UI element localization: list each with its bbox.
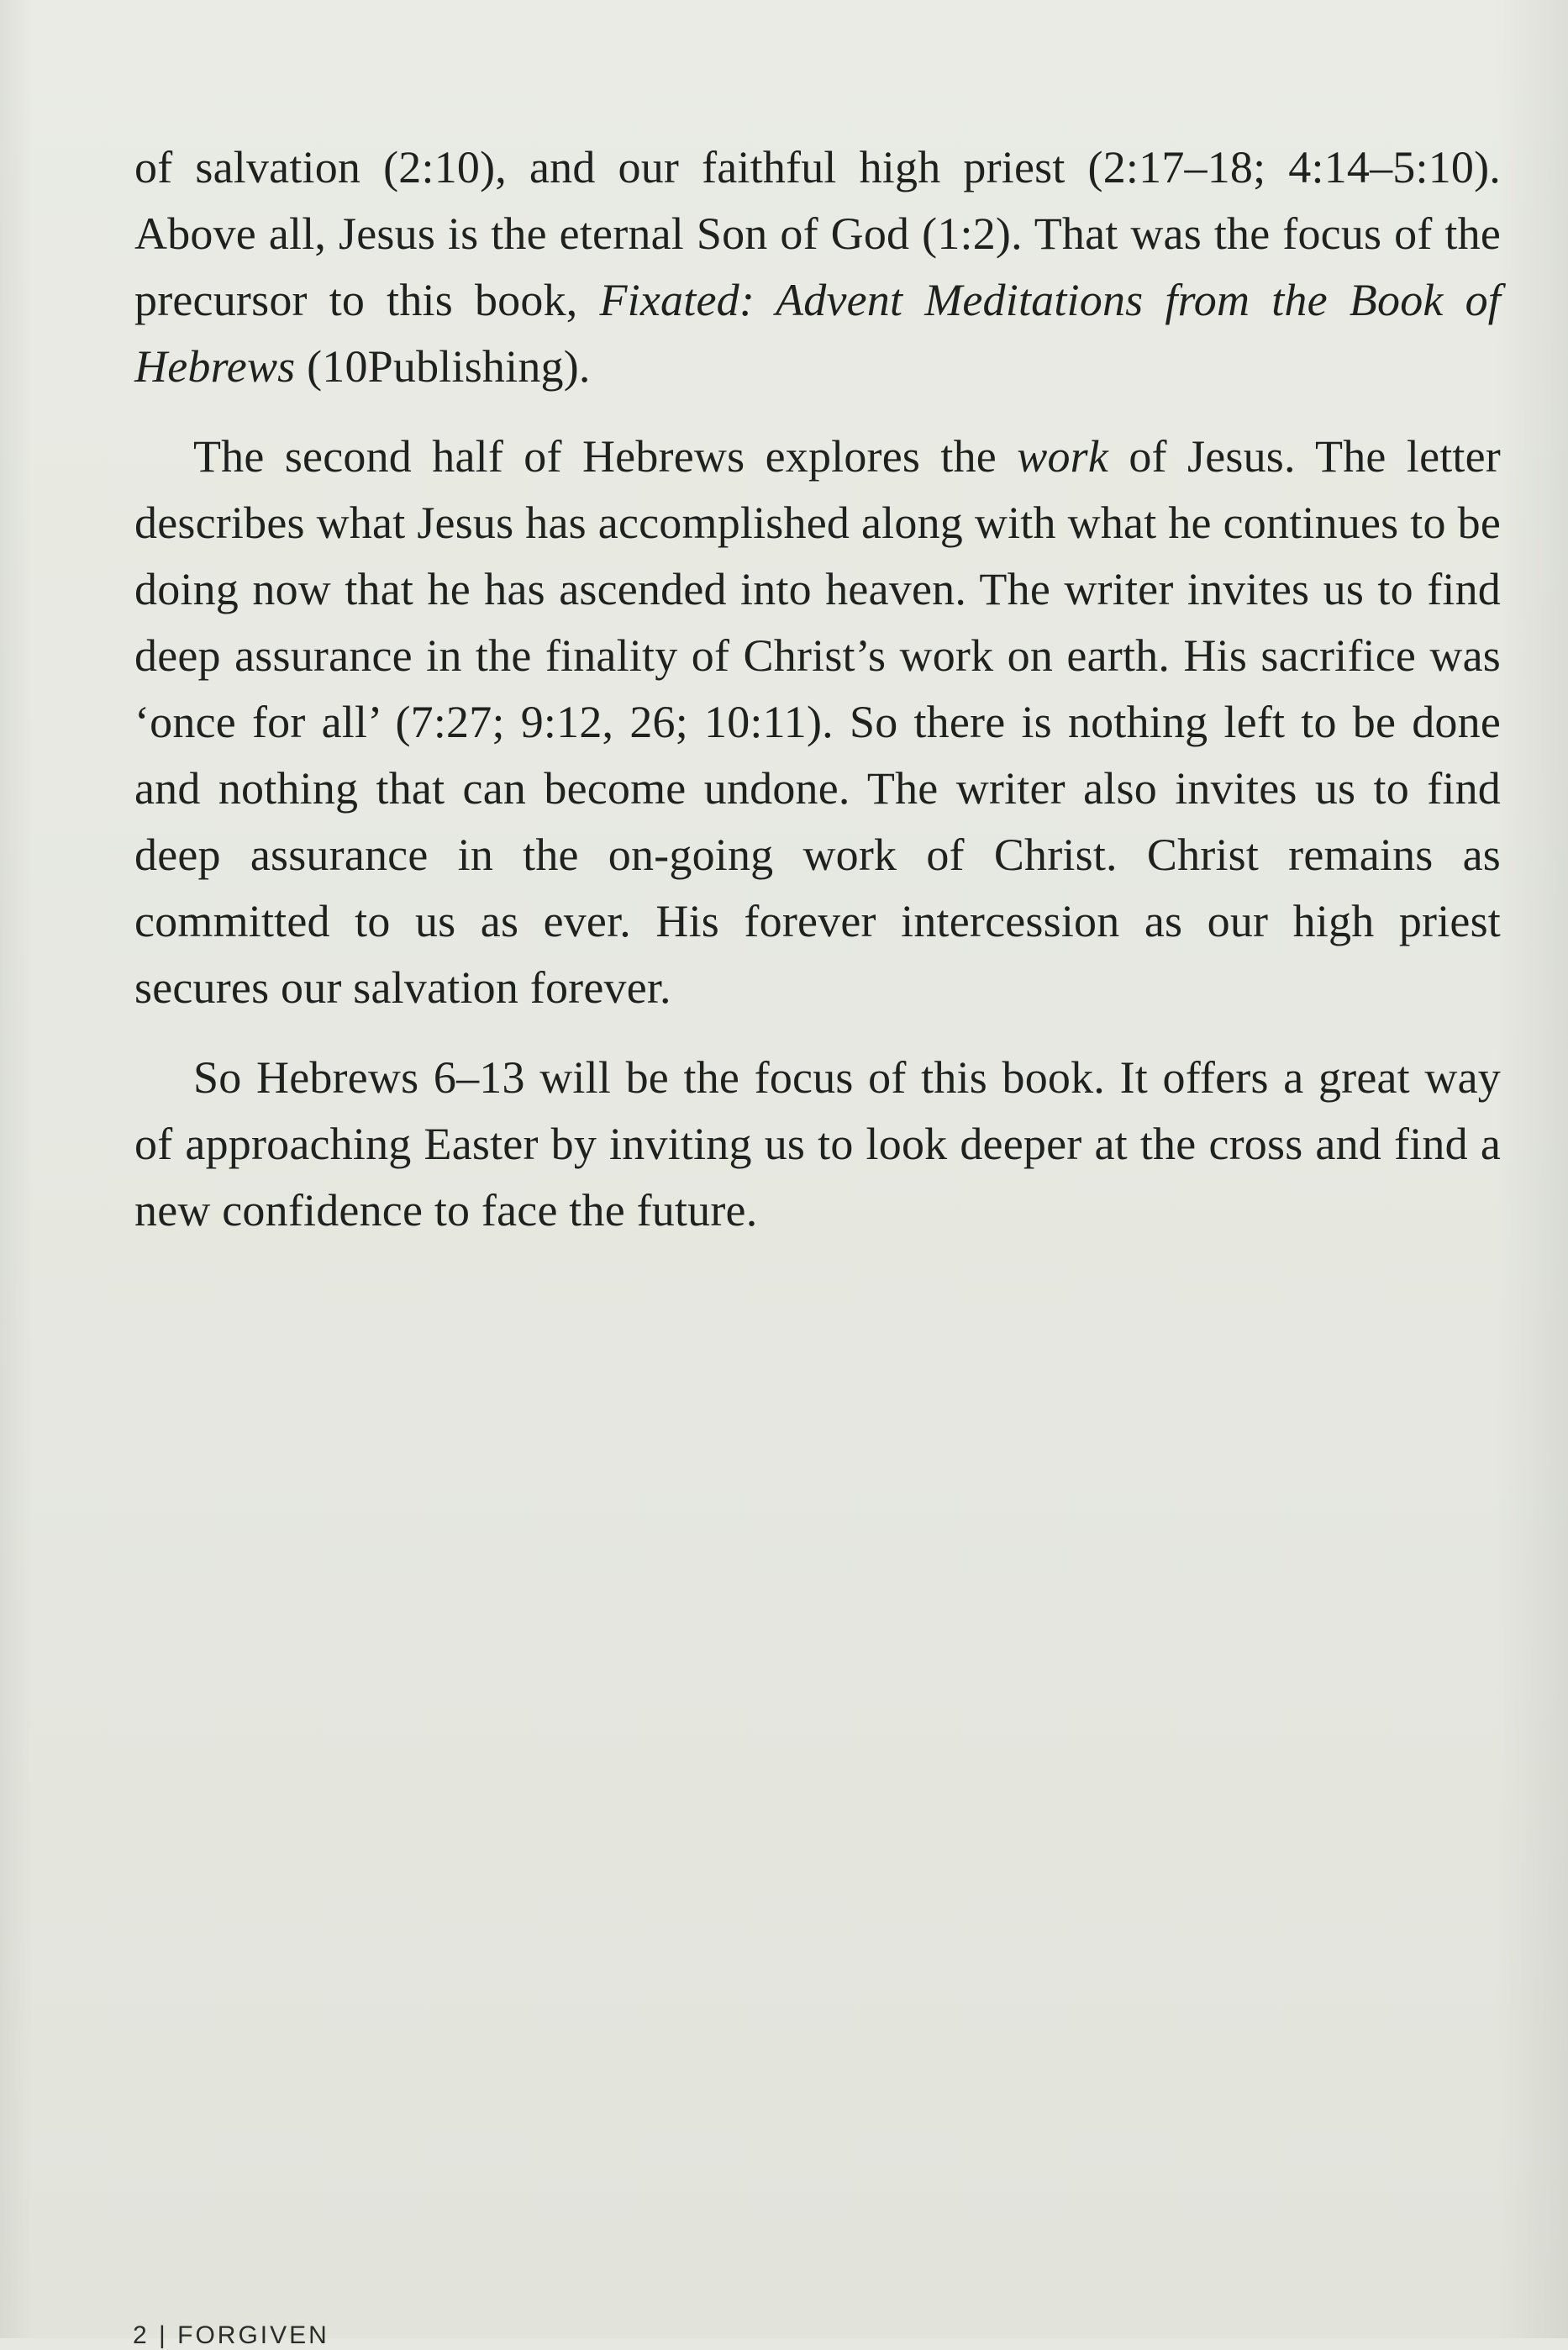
paragraph-3 [134,1045,1501,1244]
paragraph-2-text-a: The second half of Hebrews explores the [193,431,1018,482]
body-text [134,134,1501,1244]
paragraph-1-text-b: (10Publishing). [295,341,591,392]
paragraph-1-text-a: of salvation (2:10), and our faithful high priest (2:17–18; 4:14–5:10). Above all, Jesus is the eternal Son of God (1:2). That was the focus of the precursor to this book, [134,142,1501,325]
emphasis-work: work [1017,431,1109,482]
paragraph-1 [134,134,1501,400]
paragraph-2 [134,424,1501,1021]
running-footer: 2 | FORGIVEN [133,2321,329,2349]
paragraph-3-text: So Hebrews 6–13 will be the focus of this book. It offers a great way of approaching Easter by inviting us to look deeper at the cross and find a new confidence to face the future. [134,1052,1501,1236]
paragraph-2-text-b: of Jesus. The letter describes what Jesus has accomplished along with what he continues to be doing now that he has ascended into heaven. The writer invites us to find deep assurance in the finality of Christ’s work on earth. His sacrifice was ‘once for all’ (7:27; 9:12, 26; 10:11). So there is nothing left to be done and nothing that can become undone. The writer also invites us to find deep assurance in the on-going work of Christ. Christ remains as committed to us as ever. His forever intercession as our high priest secures our salvation forever. [134,431,1501,1013]
book-title-italic: Fixated: Advent Meditations from the Book of Hebrews [134,275,1501,392]
